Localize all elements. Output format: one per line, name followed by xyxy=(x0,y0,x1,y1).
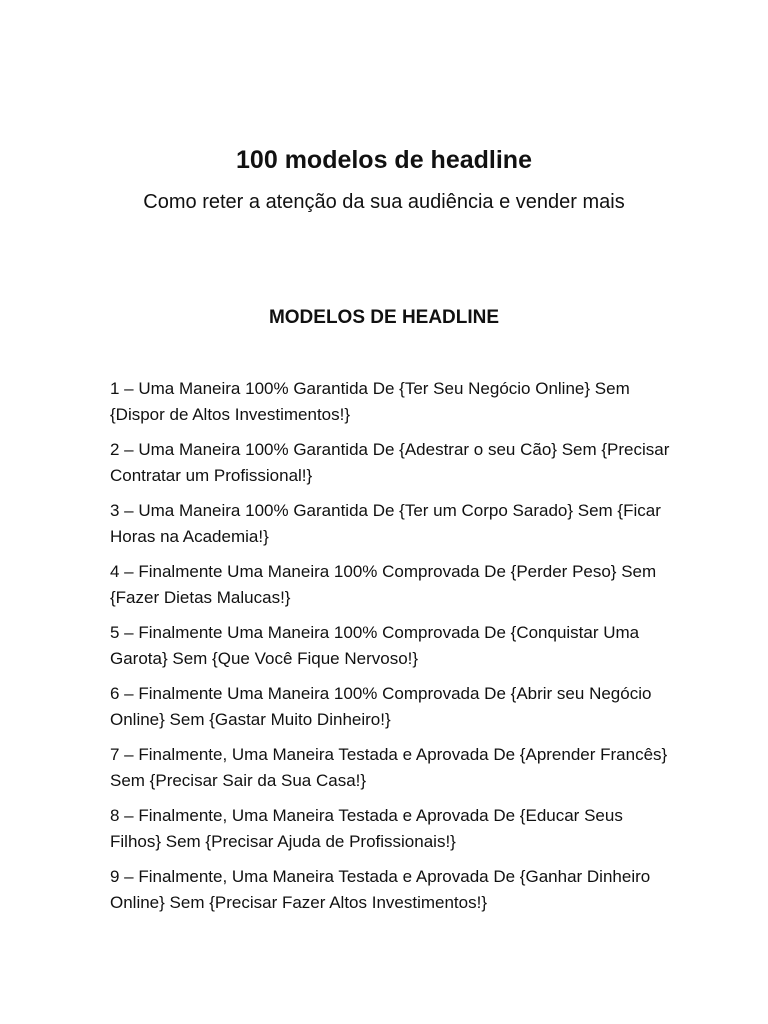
headline-item-5: 5 – Finalmente Uma Maneira 100% Comprovada De {Conquistar Uma Garota} Sem {Que Você Fique Nervoso!} xyxy=(110,623,640,668)
headline-item-3: 3 – Uma Maneira 100% Garantida De {Ter um Corpo Sarado} Sem {Ficar Horas na Academia!} xyxy=(110,501,661,546)
headline-item-7: 7 – Finalmente, Uma Maneira Testada e Aprovada De {Aprender Francês} Sem {Precisar Sair da Sua Casa!} xyxy=(110,745,668,790)
headline-item-6: 6 – Finalmente Uma Maneira 100% Comprovada De {Abrir seu Negócio Online} Sem {Gastar Muito Dinheiro!} xyxy=(110,684,652,729)
page-subtitle: Como reter a atenção da sua audiência e vender mais xyxy=(143,191,625,213)
headline-list xyxy=(110,376,670,925)
headline-item-2: 2 – Uma Maneira 100% Garantida De {Adestrar o seu Cão} Sem {Precisar Contratar um Profissional!} xyxy=(110,440,670,485)
headline-item-1: 1 – Uma Maneira 100% Garantida De {Ter Seu Negócio Online} Sem {Dispor de Altos Investimentos!} xyxy=(110,379,630,424)
section-heading: MODELOS DE HEADLINE xyxy=(268,307,500,328)
headline-item-8: 8 – Finalmente, Uma Maneira Testada e Aprovada De {Educar Seus Filhos} Sem {Precisar Ajuda de Profissionais!} xyxy=(110,806,623,851)
page-title: 100 modelos de headline xyxy=(236,146,532,174)
headline-item-4: 4 – Finalmente Uma Maneira 100% Comprovada De {Perder Peso} Sem {Fazer Dietas Malucas!} xyxy=(110,562,657,607)
headline-item-9: 9 – Finalmente, Uma Maneira Testada e Aprovada De {Ganhar Dinheiro Online} Sem {Precisar Fazer Altos Investimentos!} xyxy=(110,867,651,912)
